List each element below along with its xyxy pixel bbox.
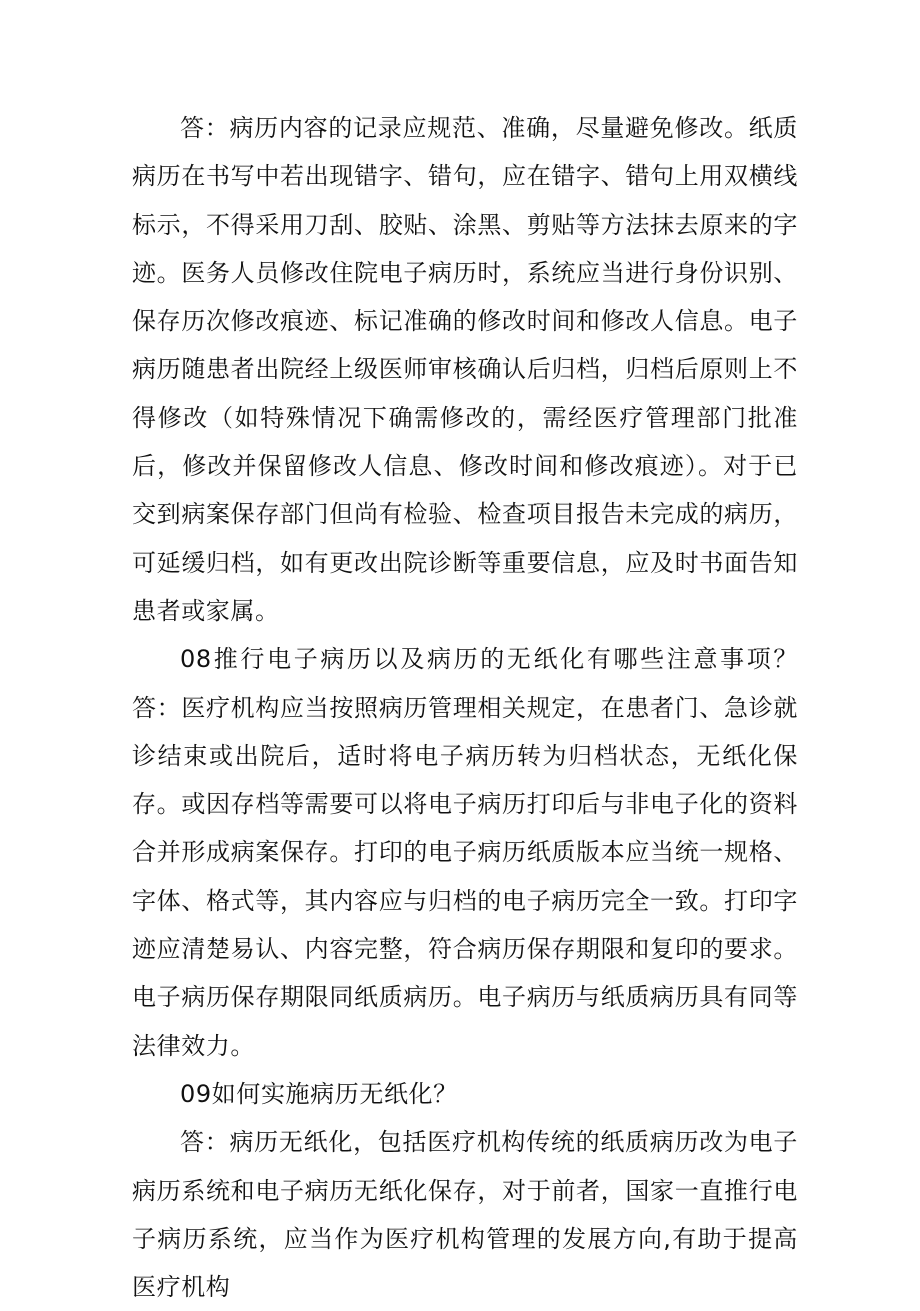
paragraph-answer-09: 答：病历无纸化，包括医疗机构传统的纸质病历改为电子病历系统和电子病历无纸化保存，对于前者，国家一直推行电子病历系统，应当作为医疗机构管理的发展方向,有助于提高医疗机构 — [132, 1128, 798, 1302]
paragraph-question-09: 09如何实施病历无纸化？ — [180, 1079, 458, 1108]
paragraph-question-08: 08推行电子病历以及病历的无纸化有哪些注意事项？答：医疗机构应当按照病历管理相关规定，在患者门、急诊就诊结束或出院后，适时将电子病历转为归档状态，无纸化保存。或因存档等需要可以将电子病历打印后与非电子化的资料合并形成病案保存。打印的电子病历纸质版本应当统一规格、字体、格式等，其内容应与归档的电子病历完全一致。打印字迹应清楚易认、内容完整，符合病历保存期限和复印的要求。电子病历保存期限同纸质病历。电子病历与纸质病历具有同等法律效力。 — [132, 645, 798, 1060]
paragraph-answer-07: 答：病历内容的记录应规范、准确，尽量避免修改。纸质病历在书写中若出现错字、错句，应在错字、错句上用双横线标示，不得采用刀刮、胶贴、涂黑、剪贴等方法抹去原来的字迹。医务人员修改住院电子病历时，系统应当进行身份识别、保存历次修改痕迹、标记准确的修改时间和修改人信息。电子病历随患者出院经上级医师审核确认后归档，归档后原则上不得修改（如特殊情况下确需修改的，需经医疗管理部门批准后，修改并保留修改人信息、修改时间和修改痕迹）。对于已交到病案保存部门但尚有检验、检查项目报告未完成的病历，可延缓归档，如有更改出院诊断等重要信息，应及时书面告知患者或家属。 — [132, 114, 798, 625]
document-body — [132, 104, 798, 1311]
